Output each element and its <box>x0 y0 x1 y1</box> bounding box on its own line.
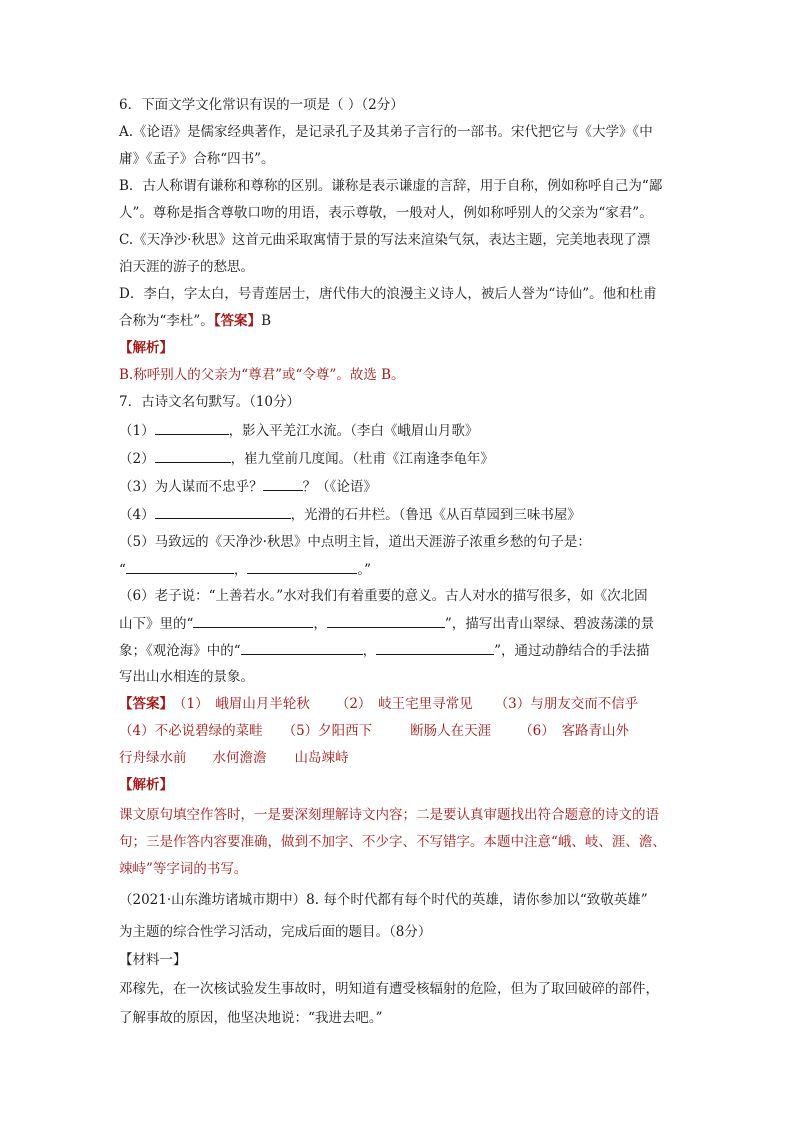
q7-item-3 <box>119 476 377 497</box>
q7-item-6-blank-2 <box>327 613 445 628</box>
q7-item-6-line1: （6）老子说：“上善若水。”水对我们有着重要的意义。古人对水的描写很多，如《次北固 <box>119 588 648 604</box>
q7-analysis-line1: 课文原句填空作答时，一是要深刻理解诗文内容；二是要认真审题找出符合题意的诗文的语 <box>119 807 659 823</box>
q6-answer-tag: 【答案】 <box>213 313 262 329</box>
q7-answer-6b: 行舟绿水前 <box>119 750 187 766</box>
q7-answer-6d: 山岛竦峙 <box>294 750 349 766</box>
q7-item-5-blank-2 <box>247 559 357 574</box>
q7-answer-1: （1） 峨眉山月半轮秋 <box>173 696 310 712</box>
q6-option-c-line2: 泊天涯的游子的愁思。 <box>119 259 254 275</box>
q7-item-2-text: ，崔九堂前几度闻。（杜甫《江南逢李龟年》 <box>230 451 494 467</box>
q7-answer-5b: 断肠人在天涯 <box>410 723 492 739</box>
q6-option-c-line1: C.《天净沙·秋思》这首元曲采取寓情于景的写法来渲染气氛，表达主题，完美地表现了漂 <box>119 232 651 248</box>
q7-analysis-line2: 句；三是作答内容要准确，做到不加字、不少字、不写错字。本题中注意“峨、岐、涯、澹、 <box>119 834 666 850</box>
q8-line1: （2021·山东潍坊诸城市期中）8. 每个时代都有每个时代的英雄，请你参加以“致敬英雄” <box>119 892 648 908</box>
q6-title: 6．下面文学文化常识有误的一项是（ ）（2分） <box>119 97 404 113</box>
q6-option-d-text: 合称为“李杜”。 <box>119 313 214 329</box>
q7-item-5-close-quote: 。” <box>357 562 372 578</box>
q7-answer-6c: 水何澹澹 <box>212 750 267 766</box>
q7-item-6-line3 <box>119 640 650 661</box>
q7-item-1-number: （1） <box>119 423 155 439</box>
q6-option-a-line2: 庸》《孟子》合称“四书”。 <box>119 151 275 167</box>
q6-option-b-line2: 人”。尊称是指含尊敬口吻的用语，表示尊敬，一般对人，例如称呼别人的父亲为“家君”。 <box>119 205 653 221</box>
q8-line2: 为主题的综合性学习活动，完成后面的题目。（8分） <box>119 924 432 940</box>
q6-option-d-line1: D．李白，字太白，号青莲居士，唐代伟大的浪漫主义诗人，被后人誉为“诗仙”。他和杜甫 <box>119 286 657 302</box>
q7-item-1-text: ，影入平羌江水流。（李白《峨眉山月歌》 <box>228 423 479 439</box>
q7-answer-3: （3）与朋友交而不信乎 <box>494 696 639 712</box>
q7-item-2-blank <box>155 448 231 463</box>
q8-material-line1: 邓稼先，在一次核试验发生事故时，明知道有遭受核辐射的危险，但为了取回破碎的部件， <box>119 981 659 997</box>
q7-answers-row-3 <box>119 748 349 768</box>
q7-item-5-open-quote: “ <box>119 562 126 578</box>
q6-option-a-line1: A.《论语》是儒家经典著作，是记录孔子及其弟子言行的一部书。宋代把它与《大学》《中 <box>119 124 653 140</box>
q7-answer-tag: 【答案】 <box>119 696 173 712</box>
q7-item-5: （5）马致远的《天净沙·秋思》中点明主旨，道出天涯游子浓重乡愁的句子是： <box>119 534 591 550</box>
q7-item-6-line2-post: ”，描写出青山翠绿、碧波荡漾的景 <box>444 616 655 632</box>
q7-item-3-text-b: ？（《论语》 <box>302 479 377 495</box>
q7-item-6-blank-4 <box>376 640 494 655</box>
q7-item-6-line3-post: ”，通过动静结合的手法描 <box>494 643 650 659</box>
q7-item-4-blank <box>155 504 291 519</box>
q7-item-4 <box>119 504 581 525</box>
q6-analysis-tag: 【解析】 <box>119 340 173 356</box>
q6-option-d-line2 <box>119 311 271 331</box>
q7-item-5-separator: ， <box>233 562 248 578</box>
q7-item-1-blank <box>155 420 229 435</box>
q7-answers-row-1 <box>119 694 638 714</box>
q7-item-4-number: （4） <box>119 507 155 523</box>
q7-item-3-text-a: （3）为人谋而不忠乎？ <box>119 479 263 495</box>
q7-answer-4: （4）不必说碧绿的菜畦 <box>119 723 263 739</box>
q7-item-5-blanks <box>119 559 371 580</box>
q7-item-6-blank-1 <box>193 613 313 628</box>
q7-answer-2: （2） 岐王宅里寻常见 <box>335 696 473 712</box>
q7-analysis-tag: 【解析】 <box>119 777 173 793</box>
q8-material-line2: 了解事故的原因，他坚决地说：“我进去吧。” <box>119 1010 383 1026</box>
q7-item-6-line3-pre: 象；《观沧海》中的“ <box>119 643 241 659</box>
q6-analysis: B.称呼别人的父亲为“尊君”或“令尊”。故选 B。 <box>119 367 405 383</box>
q7-item-6-line2-pre: 山下》里的“ <box>119 616 194 632</box>
q7-item-6-blank-3 <box>241 640 363 655</box>
q7-analysis-line3: 竦峙”等字词的书写。 <box>119 861 248 877</box>
q7-answer-6a: （6） 客路青山外 <box>519 723 630 739</box>
q7-item-6-line2 <box>119 613 654 634</box>
q6-answer: B <box>261 313 271 329</box>
q7-item-1 <box>119 420 478 441</box>
q8-material-tag: 【材料一】 <box>119 952 187 968</box>
q7-title: 7．古诗文名句默写。（10分） <box>119 394 301 410</box>
q7-item-6-line2-sep: ， <box>313 616 327 632</box>
q7-item-2 <box>119 448 494 469</box>
q7-item-3-blank <box>263 476 303 491</box>
q6-option-b-line1: B．古人称谓有谦称和尊称的区别。谦称是表示谦虚的言辞，用于自称，例如称呼自己为“鄙 <box>119 178 663 194</box>
q7-answers-row-2 <box>119 721 629 741</box>
q7-item-4-text: ，光滑的石井栏。（鲁迅《从百草园到三味书屋》 <box>290 507 581 523</box>
q7-answer-5a: （5）夕阳西下 <box>282 723 373 739</box>
q7-item-6-line3-sep: ， <box>362 643 377 659</box>
q7-item-2-number: （2） <box>119 451 155 467</box>
q7-item-6-line4: 写出山水相连的景象。 <box>119 669 254 685</box>
q7-item-5-blank-1 <box>126 559 234 574</box>
